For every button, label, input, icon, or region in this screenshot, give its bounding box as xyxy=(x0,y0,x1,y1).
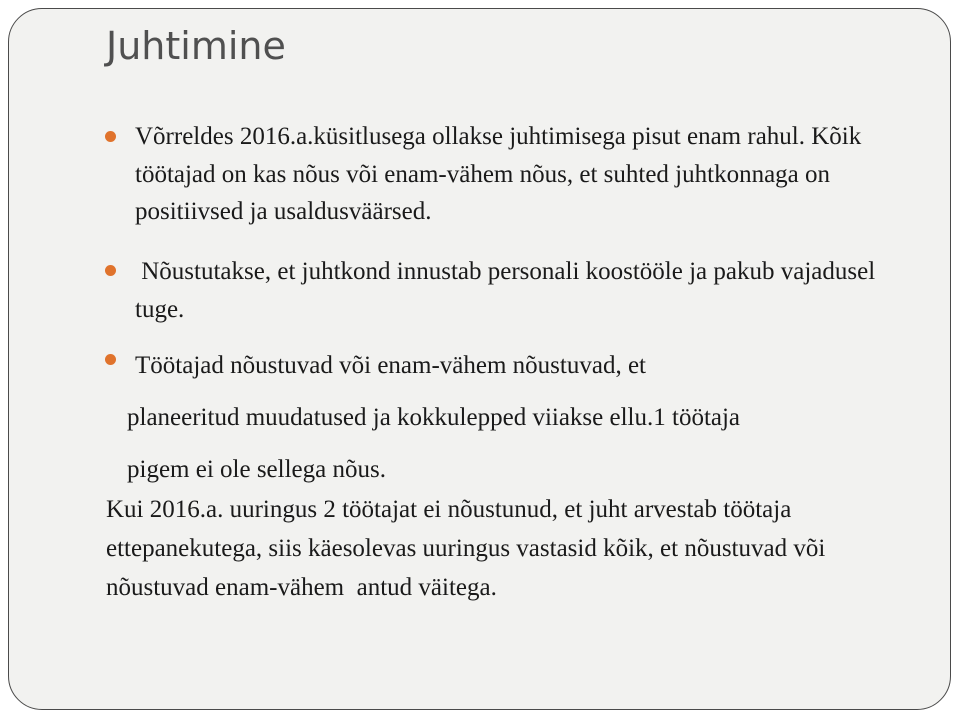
bullet-dot-icon xyxy=(105,354,116,365)
bullet-dot-icon xyxy=(105,265,116,276)
bullet-text: Töötajad nõustuvad või enam-vähem nõustuvad, et xyxy=(135,352,646,379)
bullet-item-2 xyxy=(135,253,915,328)
bullet-continuation-line: pigem ei ole sellega nõus. xyxy=(127,456,386,483)
bullet-item-1 xyxy=(135,118,915,231)
bullet-continuation-line: planeeritud muudatused ja kokkulepped viiakse ellu.1 töötaja xyxy=(127,404,741,431)
summary-paragraph: Kui 2016.a. uuringus 2 töötajat ei nõustunud, et juht arvestab töötaja ettepanekutega, siis käesolevas uuringus vastasid kõik, et nõustuvad või nõustuvad enam-vähem antud väitega. xyxy=(106,496,832,601)
slide-title: Juhtimine xyxy=(106,24,286,68)
bullet-text: Võrreldes 2016.a.küsitlusega ollakse juhtimisega pisut enam rahul. Kõik töötajad on kas nõus või enam-vähem nõus, et suhted juhtkonnaga on positiivsed ja usaldusväärsed. xyxy=(135,123,862,225)
bullet-text: Nõustutakse, et juhtkond innustab personali koostööle ja pakub vajadusel tuge. xyxy=(135,258,882,323)
bullet-item-3 xyxy=(127,340,925,496)
bullet-dot-icon xyxy=(105,131,116,142)
